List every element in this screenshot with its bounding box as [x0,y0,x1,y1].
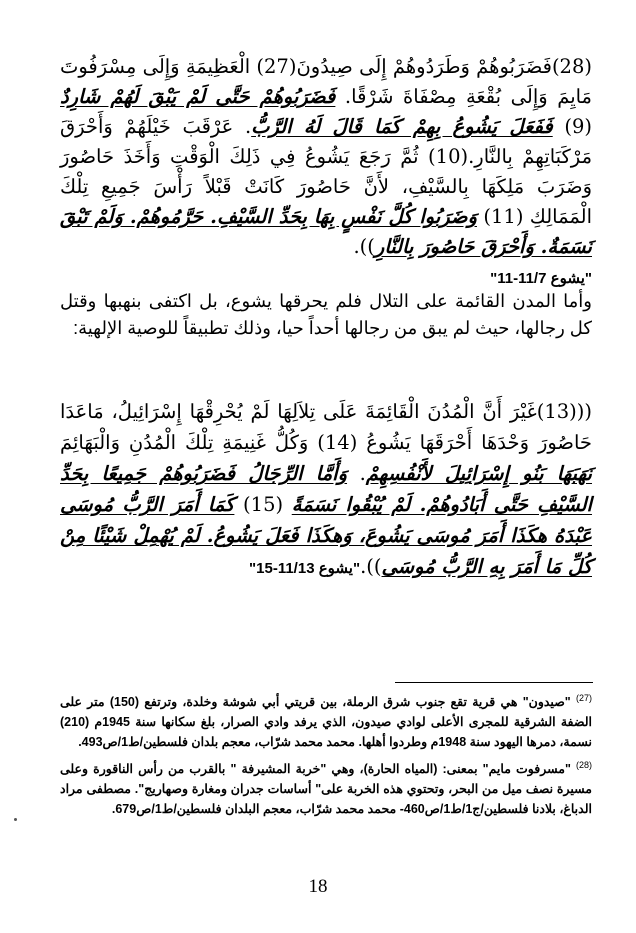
emphasized-quote-text: وَأَمَّا الرِّجَالُ فَضَرَبُوهُمْ جَمِيعًا بِحَدِّ السَّيْفِ حَتَّى أَبَادُوهُمْ. لَمْ يُبْقُوا نَسَمَةً [60,462,592,516]
quote-text: (15) [234,493,292,516]
margin-speck [14,818,17,821]
footnote-separator [395,682,593,683]
quote-text: (((13)غَيْرَ أَنَّ الْمُدُنَ الْقَائِمَةَ عَلَى تِلاَلِهَا لَمْ يُحْرِقْهَا إِسْرَائِيلُ، مَاعَدَا حَاصُورَ وَحْدَهَا أَحْرَقَهَا يَشُوعُ (14) وَكُلُّ غَنِيمَةِ تِلْكَ الْمُدُنِ وَالْبَهَائِمَ [60,400,592,454]
quote-text: (28)فَضَرَبُوهُمْ وَطَرَدُوهُمْ إِلَى صِيدُونَ(27) الْعَظِيمَةِ وَإِلَى مِسْرَفُوتَ مَايِمَ وَإِلَى بُقْعَةِ مِصْفَاةَ شَرْقًا. [60,55,593,108]
scripture-quote-1 [60,52,592,294]
quote-text: )). [360,555,382,578]
footnote-marker: (27) [575,693,592,703]
quote-text: . [347,462,366,485]
emphasized-quote-text: فَفَعَلَ يَشُوعُ بِهِمْ كَمَا قَالَ لَهُ الرَّبُّ [251,115,553,138]
emphasized-quote-text: فَضَرَبُوهُمْ حَتَّى لَمْ يَبْقَ لَهُمْ شَارِدٌ [60,85,336,108]
footnote-item [60,688,592,752]
quote-text: (9) [552,115,592,138]
footnote-marker: (28) [575,760,592,771]
footnote-text: "صيدون" هي قرية تقع جنوب شرق الرملة، بين قريتي أبي شوشة وخلدة، وترتفع (150) متر على الضفة الشرقية للمجرى الأعلى لوادي صيدون، الذي يرفد وادي الصرار، بلغ سكانها سنة 1945م (210) نسمة، دمرها اليهود سنة 1948م وطردوا أهلها. محمد محمد شرّاب، معجم بلدان فلسطين/ط1/ص493. [60,695,592,750]
footnote-item [60,755,592,819]
scripture-reference: "يشوع 11/7-11" [490,270,592,287]
body-paragraph: وأما المدن القائمة على التلال فلم يحرقها يشوع، بل اكتفى بنهبها وقتل كل رجالها، حيث لم يبق من رجالها أحداً حيا، وذلك تطبيقاً للوصية الإلهية: [60,291,592,338]
emphasized-quote-text: وَضَرَبُوا كُلَّ نَفْسٍ بِهَا بِحَدِّ السَّيْفِ. حَرَّمُوهُمْ. وَلَمْ تَبْقَ نَسَمَةٌ. وَأَحْرَقَ حَاصُورَ بِالنَّارِ [60,205,592,258]
footnotes [60,688,592,822]
emphasized-quote-text: نَهَبَهَا بَنُو إِسْرَائِيلَ لأَنْفُسِهِمْ [365,462,592,485]
quote-text: . عَرْقَبَ خَيْلَهُمْ وَأَحْرَقَ مَرْكَبَاتِهِمْ بِالنَّارِ.(10) ثُمَّ رَجَعَ يَشُوعُ فِي ذَلِكَ الْوَقْتِ وَأَخَذَ حَاصُورَ وَضَرَبَ مَلِكَهَا بِالسَّيْفِ، لأَنَّ حَاصُورَ كَانَتْ قَبْلاً رَأْسَ جَمِيعِ تِلْكَ الْمَمَالِكِ (11) [60,115,593,228]
emphasized-quote-text: كَمَا أَمَرَ الرَّبُّ مُوسَى عَبْدَهُ هكَذَا أَمَرَ مُوسَى يَشُوعَ، وَهكَذَا فَعَلَ يَشُوعُ. لَمْ يُهْمِلْ شَيْئًا مِنْ كُلِّ مَا أَمَرَ بِهِ الرَّبُّ مُوسَى [60,493,592,578]
scripture-quote-2 [60,396,592,584]
quote-text: )). [353,235,375,258]
page-number: 18 [308,876,328,897]
footnote-text: "مسرفوت مايم" بمعنى: (المياه الحارة)، وهي "خربة المشيرفة " بالقرب من رأس الناقورة وعلى مسيرة نصف ميل من البحر، وتحتوي هذه الخربة على" أساسات جدران ومغارة وصهاريج". مصطفى مراد الدباغ، بلادنا فلسطين/ج1/ط1/ص460- محمد محمد شرّاب، معجم البلدان فلسطين/ط1/ص679. [60,762,592,817]
scripture-reference: "يشوع 11/13-15" [249,560,361,577]
